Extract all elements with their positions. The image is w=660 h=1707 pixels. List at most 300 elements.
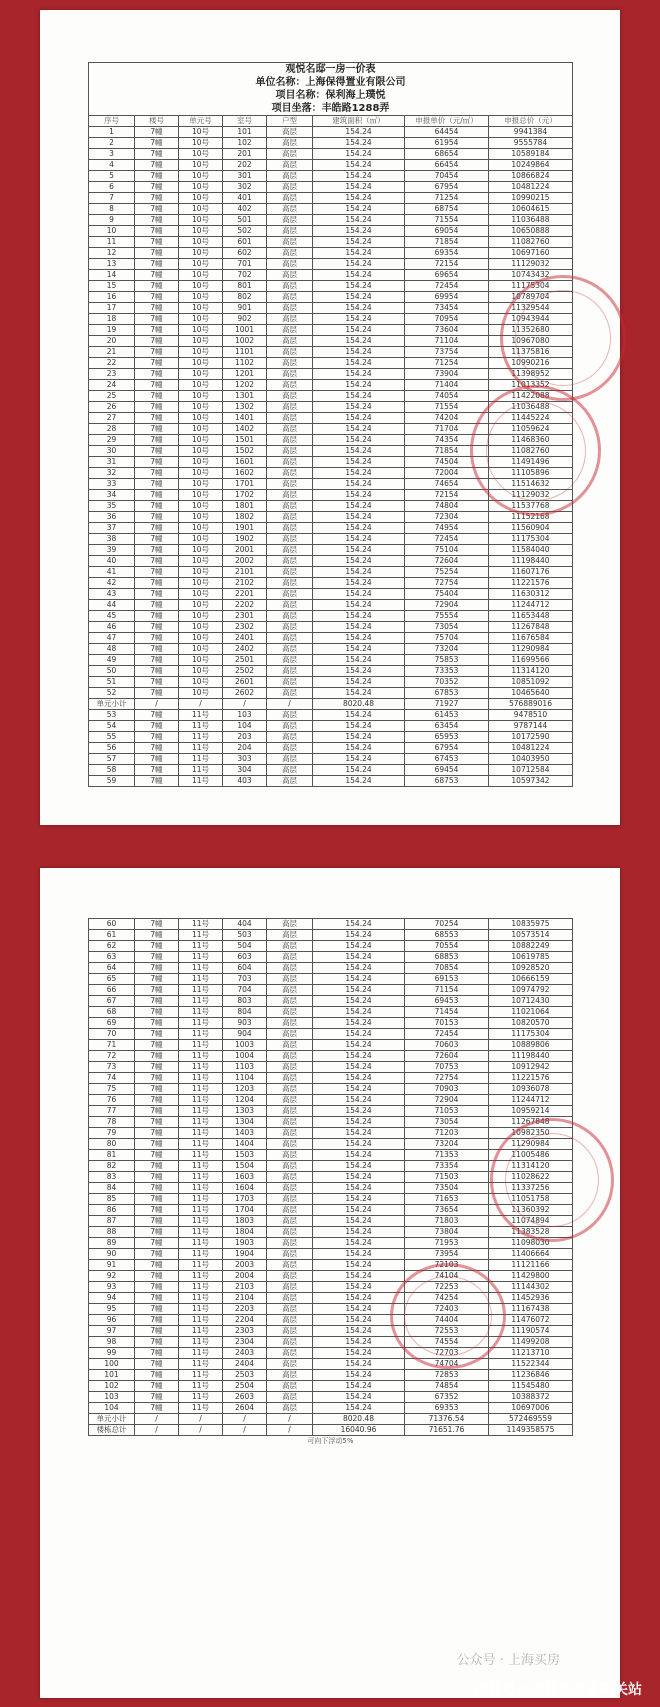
- table-cell: 高层: [267, 1227, 313, 1238]
- table-cell: 7幢: [135, 204, 179, 215]
- table-cell: 11630312: [489, 589, 573, 600]
- table-cell: 42: [89, 578, 135, 589]
- footer-watermark: 搜狐号@搜狐焦点嘉略关站: [474, 1682, 642, 1698]
- table-cell: 92: [89, 1271, 135, 1282]
- col-header: 序号: [89, 116, 135, 127]
- table-cell: 154.24: [313, 655, 405, 666]
- table-cell: 7幢: [135, 1084, 179, 1095]
- table-cell: 7幢: [135, 127, 179, 138]
- table-cell: 7幢: [135, 985, 179, 996]
- table-cell: 7幢: [135, 600, 179, 611]
- table-cell: 704: [223, 985, 267, 996]
- table-cell: 高层: [267, 1095, 313, 1106]
- table-cell: 71927: [405, 699, 489, 710]
- table-cell: 10697006: [489, 1403, 573, 1414]
- table-cell: 7幢: [135, 193, 179, 204]
- table-cell: 15: [89, 281, 135, 292]
- table-cell: 10403950: [489, 754, 573, 765]
- table-cell: 10号: [179, 204, 223, 215]
- table-cell: 高层: [267, 1205, 313, 1216]
- table-row: [89, 776, 573, 787]
- table-row: [89, 710, 573, 721]
- table-cell: 13: [89, 259, 135, 270]
- table-cell: 61: [89, 930, 135, 941]
- table-cell: 71503: [405, 1172, 489, 1183]
- table-cell: 804: [223, 1007, 267, 1018]
- table-cell: 71653: [405, 1194, 489, 1205]
- table-cell: 高层: [267, 677, 313, 688]
- table-cell: 高层: [267, 589, 313, 600]
- table-row: [89, 600, 573, 611]
- table-cell: 10号: [179, 611, 223, 622]
- table-cell: 2501: [223, 655, 267, 666]
- table-cell: 高层: [267, 204, 313, 215]
- table-cell: 201: [223, 149, 267, 160]
- table-cell: 73954: [405, 1249, 489, 1260]
- table-cell: 11167438: [489, 1304, 573, 1315]
- table-row: [89, 1359, 573, 1370]
- table-cell: 1603: [223, 1172, 267, 1183]
- table-cell: 7幢: [135, 1348, 179, 1359]
- table-cell: 154.24: [313, 1183, 405, 1194]
- table-cell: 10号: [179, 292, 223, 303]
- table-cell: 154.24: [313, 1073, 405, 1084]
- table-cell: 高层: [267, 611, 313, 622]
- table-cell: 154.24: [313, 204, 405, 215]
- table-cell: 10851092: [489, 677, 573, 688]
- table-cell: 7幢: [135, 1062, 179, 1073]
- table-cell: 29: [89, 435, 135, 446]
- table-cell: 11号: [179, 1040, 223, 1051]
- table-cell: 154.24: [313, 754, 405, 765]
- table-cell: 154.24: [313, 941, 405, 952]
- table-cell: 10990215: [489, 193, 573, 204]
- table-cell: 11号: [179, 1029, 223, 1040]
- table-cell: 7幢: [135, 281, 179, 292]
- table-row: [89, 1040, 573, 1051]
- table-cell: 1803: [223, 1216, 267, 1227]
- table-row: [89, 633, 573, 644]
- table-cell: 单元小计: [89, 699, 135, 710]
- table-cell: 45: [89, 611, 135, 622]
- table-cell: 10604615: [489, 204, 573, 215]
- table-cell: 154.24: [313, 248, 405, 259]
- table-cell: 154.24: [313, 622, 405, 633]
- table-cell: 7幢: [135, 919, 179, 930]
- table-cell: 73354: [405, 1161, 489, 1172]
- table-cell: /: [223, 699, 267, 710]
- table-cell: 高层: [267, 248, 313, 259]
- table-cell: 69453: [405, 996, 489, 1007]
- table-cell: 7幢: [135, 732, 179, 743]
- table-row: [89, 919, 573, 930]
- table-cell: 72853: [405, 1370, 489, 1381]
- table-cell: 10820570: [489, 1018, 573, 1029]
- table-cell: 7幢: [135, 1304, 179, 1315]
- table-cell: 404: [223, 919, 267, 930]
- table-cell: 10号: [179, 567, 223, 578]
- table-cell: 154.24: [313, 1227, 405, 1238]
- table-cell: 55: [89, 732, 135, 743]
- table-cell: 高层: [267, 1018, 313, 1029]
- red-seal-stamp: [490, 1118, 614, 1242]
- table-cell: 高层: [267, 182, 313, 193]
- table-cell: 10号: [179, 160, 223, 171]
- table-cell: 11号: [179, 1403, 223, 1414]
- red-seal-stamp: [500, 275, 626, 401]
- table-row: [89, 1095, 573, 1106]
- table-cell: 82: [89, 1161, 135, 1172]
- table-cell: 11059624: [489, 424, 573, 435]
- table-cell: 10号: [179, 347, 223, 358]
- col-header: 建筑面积（㎡）: [313, 116, 405, 127]
- table-cell: 90: [89, 1249, 135, 1260]
- table-cell: 154.24: [313, 996, 405, 1007]
- table-row: [89, 380, 573, 391]
- table-cell: 7幢: [135, 1139, 179, 1150]
- table-row: [89, 1403, 573, 1414]
- table-cell: 1301: [223, 391, 267, 402]
- table-cell: 7幢: [135, 501, 179, 512]
- table-cell: 69353: [405, 1403, 489, 1414]
- table-cell: 高层: [267, 226, 313, 237]
- table-cell: 11129032: [489, 259, 573, 270]
- table-cell: 62: [89, 941, 135, 952]
- table-cell: 154.24: [313, 1238, 405, 1249]
- table-cell: 60: [89, 919, 135, 930]
- table-cell: 154.24: [313, 1381, 405, 1392]
- table-cell: 74104: [405, 1271, 489, 1282]
- table-cell: 11244712: [489, 600, 573, 611]
- table-cell: 高层: [267, 457, 313, 468]
- table-cell: 7幢: [135, 1117, 179, 1128]
- table-cell: 10974792: [489, 985, 573, 996]
- table-cell: 70603: [405, 1040, 489, 1051]
- table-cell: 67853: [405, 688, 489, 699]
- table-row: [89, 270, 573, 281]
- table-row: [89, 1128, 573, 1139]
- table-cell: 10号: [179, 666, 223, 677]
- table-cell: 1701: [223, 479, 267, 490]
- table-row: [89, 666, 573, 677]
- table-cell: 10481224: [489, 182, 573, 193]
- table-row: [89, 1106, 573, 1117]
- table-cell: 68: [89, 1007, 135, 1018]
- table-cell: 10967080: [489, 336, 573, 347]
- table-row: [89, 1007, 573, 1018]
- table-cell: 2601: [223, 677, 267, 688]
- table-cell: 11452936: [489, 1293, 573, 1304]
- table-cell: 7幢: [135, 1326, 179, 1337]
- table-cell: 903: [223, 1018, 267, 1029]
- table-cell: 73454: [405, 303, 489, 314]
- table-row: [89, 127, 573, 138]
- table-cell: 11号: [179, 963, 223, 974]
- table-cell: 204: [223, 743, 267, 754]
- table-cell: 11098030: [489, 1238, 573, 1249]
- table-cell: 2002: [223, 556, 267, 567]
- table-cell: 11号: [179, 1194, 223, 1205]
- table-cell: 高层: [267, 193, 313, 204]
- table-cell: 11号: [179, 1117, 223, 1128]
- table-cell: 154.24: [313, 160, 405, 171]
- table-cell: 70352: [405, 677, 489, 688]
- table-cell: 73654: [405, 1205, 489, 1216]
- table-cell: 10712584: [489, 765, 573, 776]
- table-cell: 154.24: [313, 270, 405, 281]
- table-cell: 7幢: [135, 765, 179, 776]
- table-cell: 11号: [179, 985, 223, 996]
- table-cell: 7幢: [135, 996, 179, 1007]
- table-row: [89, 1392, 573, 1403]
- table-cell: 11号: [179, 1359, 223, 1370]
- table-cell: 11699566: [489, 655, 573, 666]
- table-cell: 7幢: [135, 1403, 179, 1414]
- table-cell: 69354: [405, 248, 489, 259]
- table-cell: 1004: [223, 1051, 267, 1062]
- table-cell: 154.24: [313, 336, 405, 347]
- table-cell: 高层: [267, 325, 313, 336]
- col-header: 楼号: [135, 116, 179, 127]
- table-cell: 154.24: [313, 281, 405, 292]
- table-row: [89, 523, 573, 534]
- table-cell: 154.24: [313, 347, 405, 358]
- table-cell: 高层: [267, 919, 313, 930]
- table-cell: 11021064: [489, 1007, 573, 1018]
- table-cell: 7幢: [135, 1370, 179, 1381]
- table-cell: 154.24: [313, 963, 405, 974]
- table-cell: 37: [89, 523, 135, 534]
- table-cell: 1001: [223, 325, 267, 336]
- table-cell: 69454: [405, 765, 489, 776]
- table-cell: 103: [223, 710, 267, 721]
- table-cell: 1503: [223, 1150, 267, 1161]
- table-cell: 71953: [405, 1238, 489, 1249]
- table-row: [89, 138, 573, 149]
- table-cell: 67352: [405, 1392, 489, 1403]
- table-cell: 71053: [405, 1106, 489, 1117]
- table-cell: 97: [89, 1326, 135, 1337]
- table-cell: 2602: [223, 688, 267, 699]
- table-cell: 803: [223, 996, 267, 1007]
- table-cell: 71854: [405, 446, 489, 457]
- table-cell: 154.24: [313, 182, 405, 193]
- table-cell: 11号: [179, 776, 223, 787]
- table-cell: 1202: [223, 380, 267, 391]
- table-row: [89, 1029, 573, 1040]
- table-cell: 高层: [267, 1183, 313, 1194]
- table-cell: 7幢: [135, 1172, 179, 1183]
- table-title: 观悦名邸一房一价表: [89, 63, 573, 77]
- table-cell: 7幢: [135, 1392, 179, 1403]
- table-cell: 52: [89, 688, 135, 699]
- table-row: [89, 534, 573, 545]
- table-row: [89, 1216, 573, 1227]
- table-cell: 10号: [179, 677, 223, 688]
- table-cell: 11号: [179, 1128, 223, 1139]
- table-cell: 10号: [179, 578, 223, 589]
- table-cell: 501: [223, 215, 267, 226]
- table-cell: 901: [223, 303, 267, 314]
- table-cell: 11号: [179, 1106, 223, 1117]
- table-cell: 10712430: [489, 996, 573, 1007]
- table-cell: 11号: [179, 1172, 223, 1183]
- table-cell: 11144302: [489, 1282, 573, 1293]
- table-cell: 10号: [179, 358, 223, 369]
- table-cell: 11445224: [489, 413, 573, 424]
- table-cell: 11号: [179, 1293, 223, 1304]
- table-cell: 10号: [179, 688, 223, 699]
- table-cell: 高层: [267, 545, 313, 556]
- table-cell: 11190574: [489, 1326, 573, 1337]
- table-cell: 154.24: [313, 435, 405, 446]
- table-cell: 74054: [405, 391, 489, 402]
- table-row: [89, 226, 573, 237]
- table-cell: 高层: [267, 380, 313, 391]
- table-cell: 1502: [223, 446, 267, 457]
- table-cell: 7幢: [135, 149, 179, 160]
- table-cell: 303: [223, 754, 267, 765]
- table-cell: 1904: [223, 1249, 267, 1260]
- table-cell: 71: [89, 1040, 135, 1051]
- table-row: [89, 215, 573, 226]
- table-cell: 69654: [405, 270, 489, 281]
- table-cell: 7幢: [135, 314, 179, 325]
- table-cell: 11号: [179, 1381, 223, 1392]
- table-row: [89, 1249, 573, 1260]
- table-cell: 28: [89, 424, 135, 435]
- table-cell: /: [135, 1425, 179, 1436]
- table-cell: 11522344: [489, 1359, 573, 1370]
- table-cell: 7幢: [135, 457, 179, 468]
- table-cell: 11607176: [489, 567, 573, 578]
- table-row: [89, 1348, 573, 1359]
- watermark-text: 公众号 · 上海买房: [456, 1653, 560, 1668]
- table-cell: 30: [89, 446, 135, 457]
- table-cell: 63: [89, 952, 135, 963]
- table-cell: 7幢: [135, 1040, 179, 1051]
- table-cell: 1: [89, 127, 135, 138]
- table-cell: 72403: [405, 1304, 489, 1315]
- table-cell: 73604: [405, 325, 489, 336]
- table-cell: 11号: [179, 1084, 223, 1095]
- table-cell: 10982350: [489, 1128, 573, 1139]
- table-cell: 702: [223, 270, 267, 281]
- table-cell: 7幢: [135, 523, 179, 534]
- table-cell: 11314120: [489, 666, 573, 677]
- table-cell: 7幢: [135, 974, 179, 985]
- table-cell: 73754: [405, 347, 489, 358]
- table-cell: 99: [89, 1348, 135, 1359]
- table-cell: 11号: [179, 1260, 223, 1271]
- table-cell: 72904: [405, 1095, 489, 1106]
- table-cell: 11514632: [489, 479, 573, 490]
- table-cell: 11028622: [489, 1172, 573, 1183]
- table-cell: 10172590: [489, 732, 573, 743]
- table-cell: 71154: [405, 985, 489, 996]
- table-cell: 高层: [267, 435, 313, 446]
- col-header: 室号: [223, 116, 267, 127]
- table-cell: 11号: [179, 732, 223, 743]
- table-cell: 20: [89, 336, 135, 347]
- table-cell: 7幢: [135, 1227, 179, 1238]
- table-row: [89, 941, 573, 952]
- table-cell: 47: [89, 633, 135, 644]
- table-cell: 高层: [267, 479, 313, 490]
- table-cell: 高层: [267, 732, 313, 743]
- table-cell: 71554: [405, 402, 489, 413]
- table-cell: 154.24: [313, 1260, 405, 1271]
- table-cell: 11584040: [489, 545, 573, 556]
- table-cell: 74854: [405, 1381, 489, 1392]
- table-cell: 7: [89, 193, 135, 204]
- table-row: [89, 930, 573, 941]
- table-cell: 75254: [405, 567, 489, 578]
- table-row: [89, 1051, 573, 1062]
- table-cell: 11082760: [489, 237, 573, 248]
- table-cell: 154.24: [313, 589, 405, 600]
- table-cell: 7幢: [135, 226, 179, 237]
- table-cell: 7幢: [135, 1216, 179, 1227]
- table-cell: 1204: [223, 1095, 267, 1106]
- table-cell: 9555784: [489, 138, 573, 149]
- table-cell: 7幢: [135, 1249, 179, 1260]
- table-cell: 31: [89, 457, 135, 468]
- table-cell: 70153: [405, 1018, 489, 1029]
- table-cell: 2204: [223, 1315, 267, 1326]
- table-cell: 高层: [267, 1370, 313, 1381]
- table-cell: 高层: [267, 303, 313, 314]
- table-cell: 604: [223, 963, 267, 974]
- table-cell: 70454: [405, 171, 489, 182]
- table-row: [89, 1238, 573, 1249]
- table-cell: 75704: [405, 633, 489, 644]
- table-cell: 7幢: [135, 666, 179, 677]
- table-cell: 202: [223, 160, 267, 171]
- table-cell: 11005486: [489, 1150, 573, 1161]
- table-cell: 154.24: [313, 732, 405, 743]
- table-cell: 高层: [267, 1304, 313, 1315]
- table-cell: 154.24: [313, 380, 405, 391]
- table-cell: 10号: [179, 545, 223, 556]
- table-cell: 154.24: [313, 1282, 405, 1293]
- table-cell: 高层: [267, 391, 313, 402]
- table-cell: 73504: [405, 1183, 489, 1194]
- table-cell: 203: [223, 732, 267, 743]
- table-cell: 高层: [267, 996, 313, 1007]
- table-cell: 7幢: [135, 1381, 179, 1392]
- table-cell: 高层: [267, 1062, 313, 1073]
- table-cell: /: [267, 699, 313, 710]
- table-cell: 高层: [267, 281, 313, 292]
- table-cell: 单元小计: [89, 1414, 135, 1425]
- table-cell: 94: [89, 1293, 135, 1304]
- table-cell: 75404: [405, 589, 489, 600]
- table-cell: 154.24: [313, 985, 405, 996]
- table-cell: 154.24: [313, 765, 405, 776]
- table-cell: 74: [89, 1073, 135, 1084]
- table-cell: 89: [89, 1238, 135, 1249]
- table-cell: 154.24: [313, 1293, 405, 1304]
- table-cell: 高层: [267, 1128, 313, 1139]
- table-cell: 23: [89, 369, 135, 380]
- table-cell: 7幢: [135, 237, 179, 248]
- table-cell: 18: [89, 314, 135, 325]
- table-cell: 701: [223, 259, 267, 270]
- table-cell: 高层: [267, 171, 313, 182]
- table-cell: 7幢: [135, 1205, 179, 1216]
- table-cell: 高层: [267, 1359, 313, 1370]
